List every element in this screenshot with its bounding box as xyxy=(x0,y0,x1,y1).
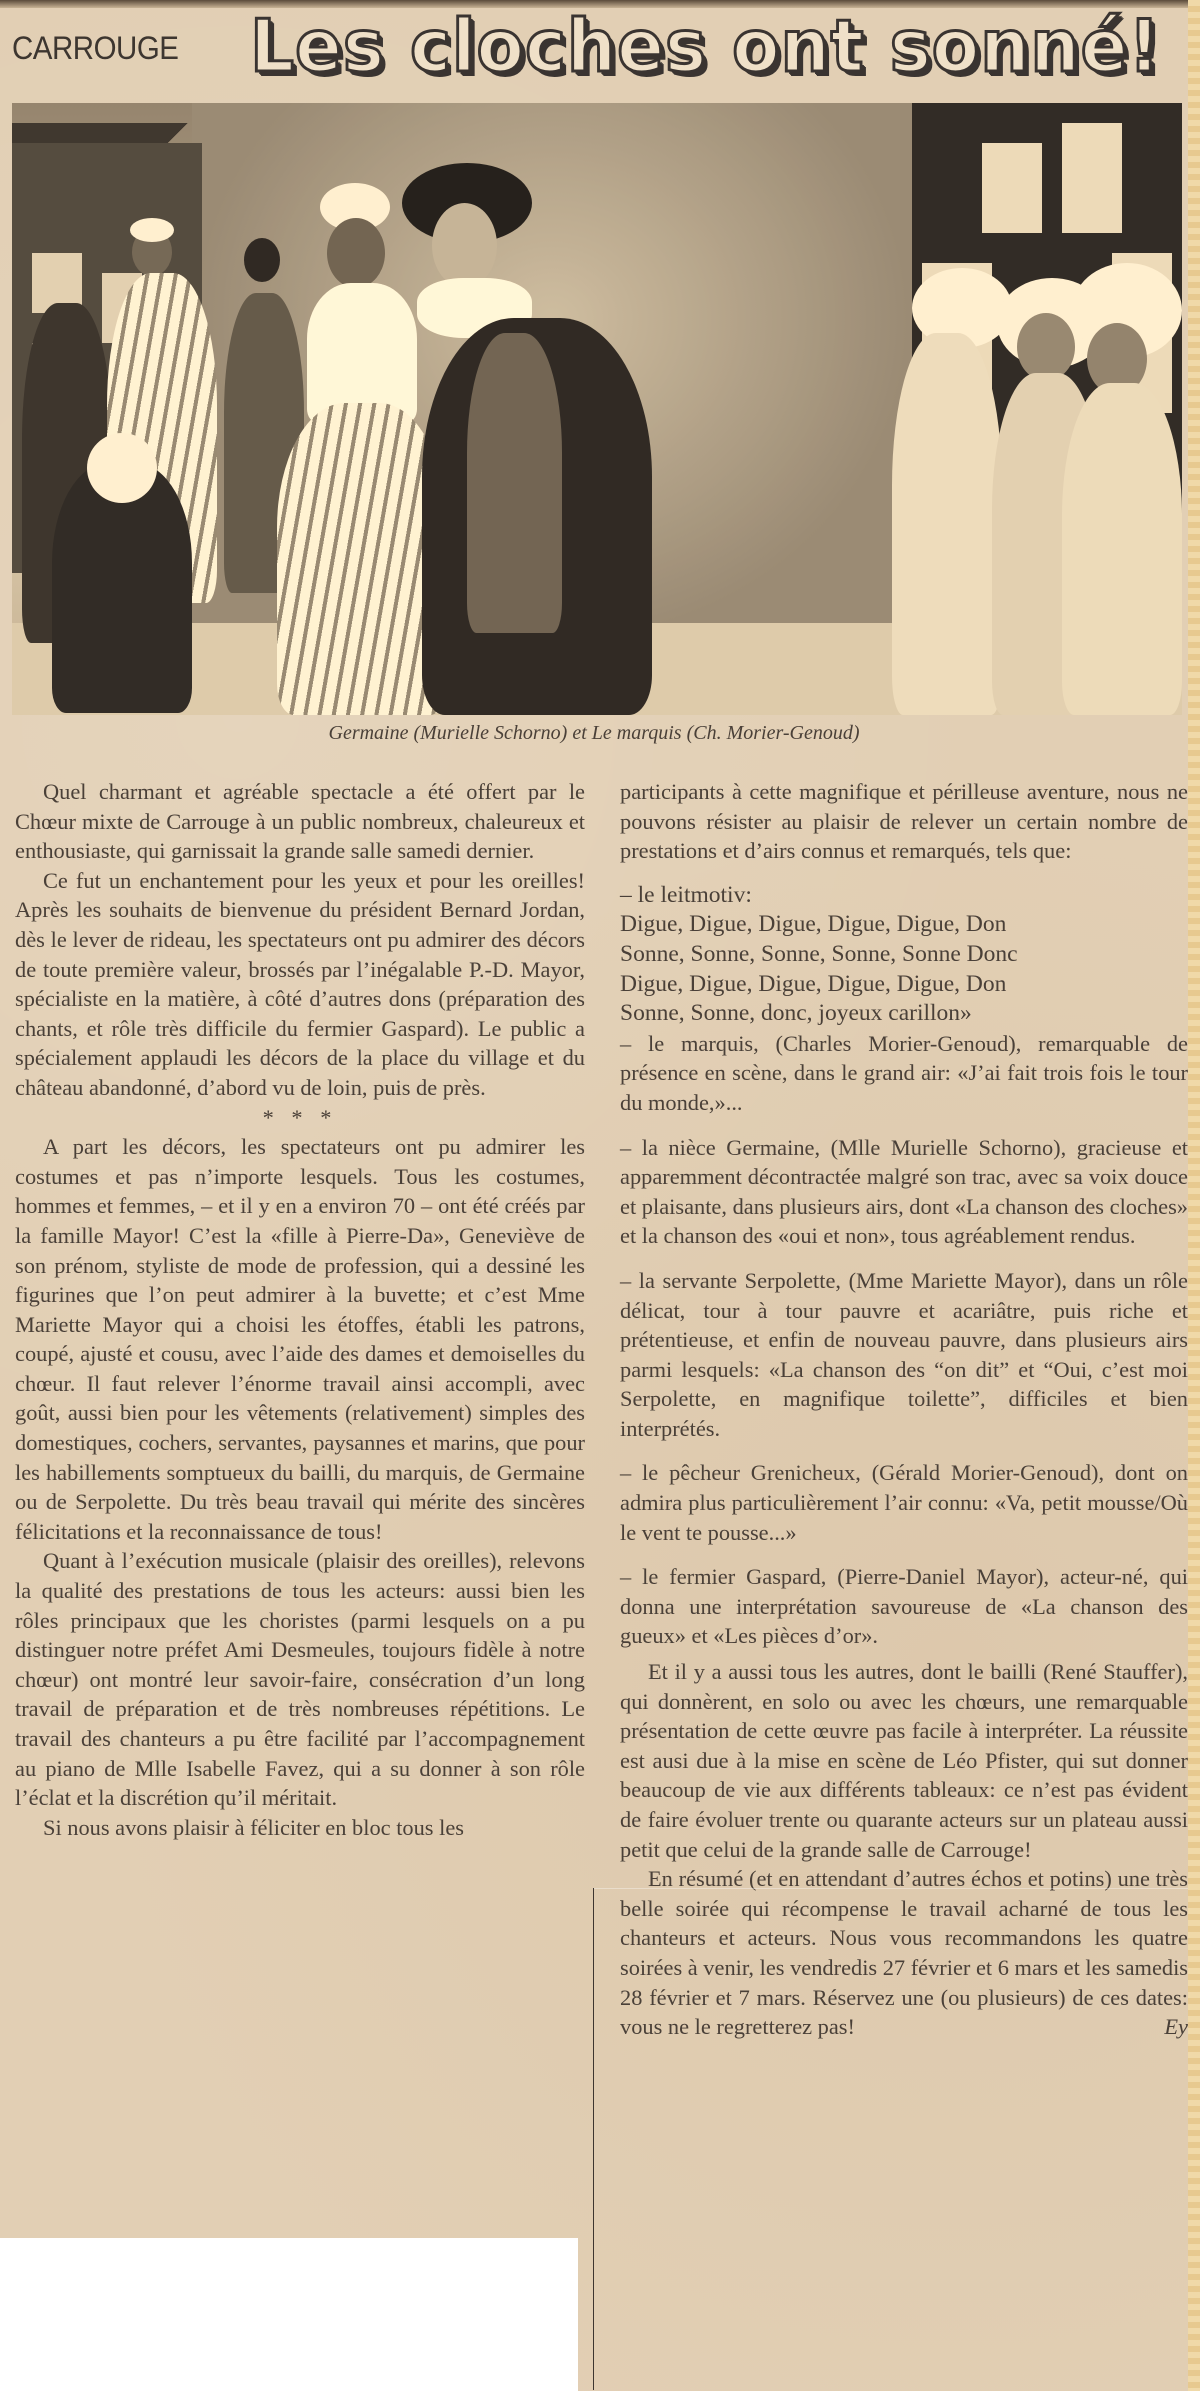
article-column-right xyxy=(620,777,1188,2042)
item-serpolette: – la servante Serpolette, (Mme Mariette Mayor), dans un rôle délicat, tour à tour pauvre et acariâtre, puis riche et prétentieuse, et enfin de nouveau pauvre, dans plusieurs airs parmi lesquels: «La chanson des “on dit” et “Oui, c’est moi Serpolette, en magnifique toilette”, difficiles et bien interprétés. xyxy=(620,1267,1188,1441)
article-column-left xyxy=(15,777,585,1842)
paragraph-costumes: A part les décors, les spectateurs ont pu admirer les costumes et pas n’importe lesquels. Tous les costumes, hommes et femmes, – et il y en a environ 70 – ont été créés par la famille Mayor! C’est la «fille à Pierre-Da», Geneviève de son prénom, styliste de mode de profession, qui a dessiné les figurines que l’on peut admirer à la buvette; et c’est Mme Mariette Mayor qui a choisi les étoffes, établi les patrons, coupé, ajusté et cousu, avec l’aide des dames et demoiselles du chœur. Il faut relever l’énorme travail ainsi accompli, avec goût, aussi bien pour les vêtements (relativement) simples des domestiques, cochers, servantes, paysannes et marins, que pour les habillements somptueux du bailli, du marquis, de Germaine ou de Serpolette. Du très beau travail qui mérite des sincères félicitations et la reconnaissance de tous! xyxy=(15,1134,585,1544)
leitmotiv-line: Digue, Digue, Digue, Digue, Digue, Don xyxy=(620,911,1007,938)
paragraph-participants: participants à cette magnifique et périlleuse aventure, nous ne pouvons résister au plaisir de relever un certain nombre de prestations et d’airs connus et remarqués, tels que: xyxy=(620,779,1188,864)
photo-caption: Germaine (Murielle Schorno) et Le marquis (Ch. Morier-Genoud) xyxy=(328,722,860,744)
leitmotiv-intro: – le leitmotiv: xyxy=(620,881,752,908)
article-headline: Les cloches ont sonné! xyxy=(250,4,1161,88)
section-separator: * * * xyxy=(262,1104,338,1130)
item-grenicheux: – le pêcheur Grenicheux, (Gérald Morier-Genoud), dont on admira plus particulièrement l’air connu: «Va, petit mousse/Où le vent te pousse...» xyxy=(620,1460,1188,1545)
scan-right-edge xyxy=(1188,0,1200,2391)
item-germaine: – la nièce Germaine, (Mlle Murielle Schorno), gracieuse et apparemment décontractée malgré son trac, avec sa voix douce et plaisante, dans plusieurs airs, dont «La chanson des cloches» et la chanson des «oui et non», tous agréablement rendus. xyxy=(620,1134,1188,1249)
paragraph-musique: Quant à l’exécution musicale (plaisir des oreilles), relevons la qualité des prestations de tous les acteurs: aussi bien les rôles principaux que les choristes (parmi lesquels on a pu distinguer notre préfet Ami Desmeules, toujours fidèle à notre chœur) ont montré leur savoir-faire, consécration d’un long travail de préparation et de très nombreuses répétitions. Le travail des chanteurs a pu être facilité par l’accompagnement au piano de Mlle Isabelle Favez, qui a su donner à son rôle l’éclat et la discrétion qu’il méritait. xyxy=(15,1548,585,1811)
article-photo xyxy=(12,103,1182,715)
item-gaspard: – le fermier Gaspard, (Pierre-Daniel Mayor), acteur-né, qui donna une interprétation savoureuse de «La chanson des gueux» et «Les pièces d’or». xyxy=(620,1564,1188,1649)
paragraph-decors: Ce fut un enchantement pour les yeux et pour les oreilles! Après les souhaits de bienvenue du président Bernard Jordan, dès le lever de rideau, les spectateurs ont pu admirer des décors de toute première valeur, brossés par l’inégalable P.-D. Mayor, spécialiste en la matière, à côté d’autres dons (préparation des chants, et rôle très difficile du fermier Gaspard). Le public a spécialement applaudi les décors de la place du village et du château abandonné, d’abord vu de loin, puis de près. xyxy=(15,867,585,1100)
leitmotiv-line: Sonne, Sonne, Sonne, Sonne, Sonne Donc xyxy=(620,940,1018,967)
article-kicker: CARROUGE xyxy=(12,30,179,66)
clipping-cutout-blank xyxy=(0,2238,578,2391)
leitmotiv-line: Sonne, Sonne, donc, joyeux carillon» xyxy=(620,1000,972,1027)
item-marquis: – le marquis, (Charles Morier-Genoud), remarquable de présence en scène, dans le grand air: «J’ai fait trois fois le tour du monde,»... xyxy=(620,1030,1188,1115)
paragraph-felicitations: Si nous avons plaisir à féliciter en bloc tous les xyxy=(43,1814,464,1840)
paragraph-intro: Quel charmant et agréable spectacle a été offert par le Chœur mixte de Carrouge à un public nombreux, chaleureux et enthousiaste, qui garnissait la grande salle samedi dernier. xyxy=(15,779,585,864)
paragraph-autres: Et il y a aussi tous les autres, dont le bailli (René Stauffer), qui donnèrent, en solo ou avec les chœurs, une remarquable présentation de cette œuvre pas facile à interpréter. La réussite est ausi due à la mise en scène de Léo Pfister, qui sut donner beaucoup de vie aux différents tableaux: ce n’est pas évident de faire évoluer trente ou quarante acteurs sur un plateau aussi petit que celui de la grande salle de Carrouge! xyxy=(620,1659,1188,1862)
paragraph-resume xyxy=(620,1864,1188,2042)
author-signature: Ey xyxy=(1164,2014,1188,2040)
resume-text: En résumé (et en attendant d’autres échos et potins) une très belle soirée qui récompense le travail acharné de tous les chanteurs et acteurs. Nous vous recommandons les quatre soirées à venir, les vendredis 27 février et 6 mars et les samedis 28 février et 7 mars. Réservez une (ou plusieurs) de ces dates: vous ne le regretterez pas! xyxy=(620,1866,1189,2040)
leitmotiv-line: Digue, Digue, Digue, Digue, Digue, Don xyxy=(620,970,1007,997)
fold-line xyxy=(594,1888,1188,1889)
column-divider xyxy=(593,1888,594,2390)
